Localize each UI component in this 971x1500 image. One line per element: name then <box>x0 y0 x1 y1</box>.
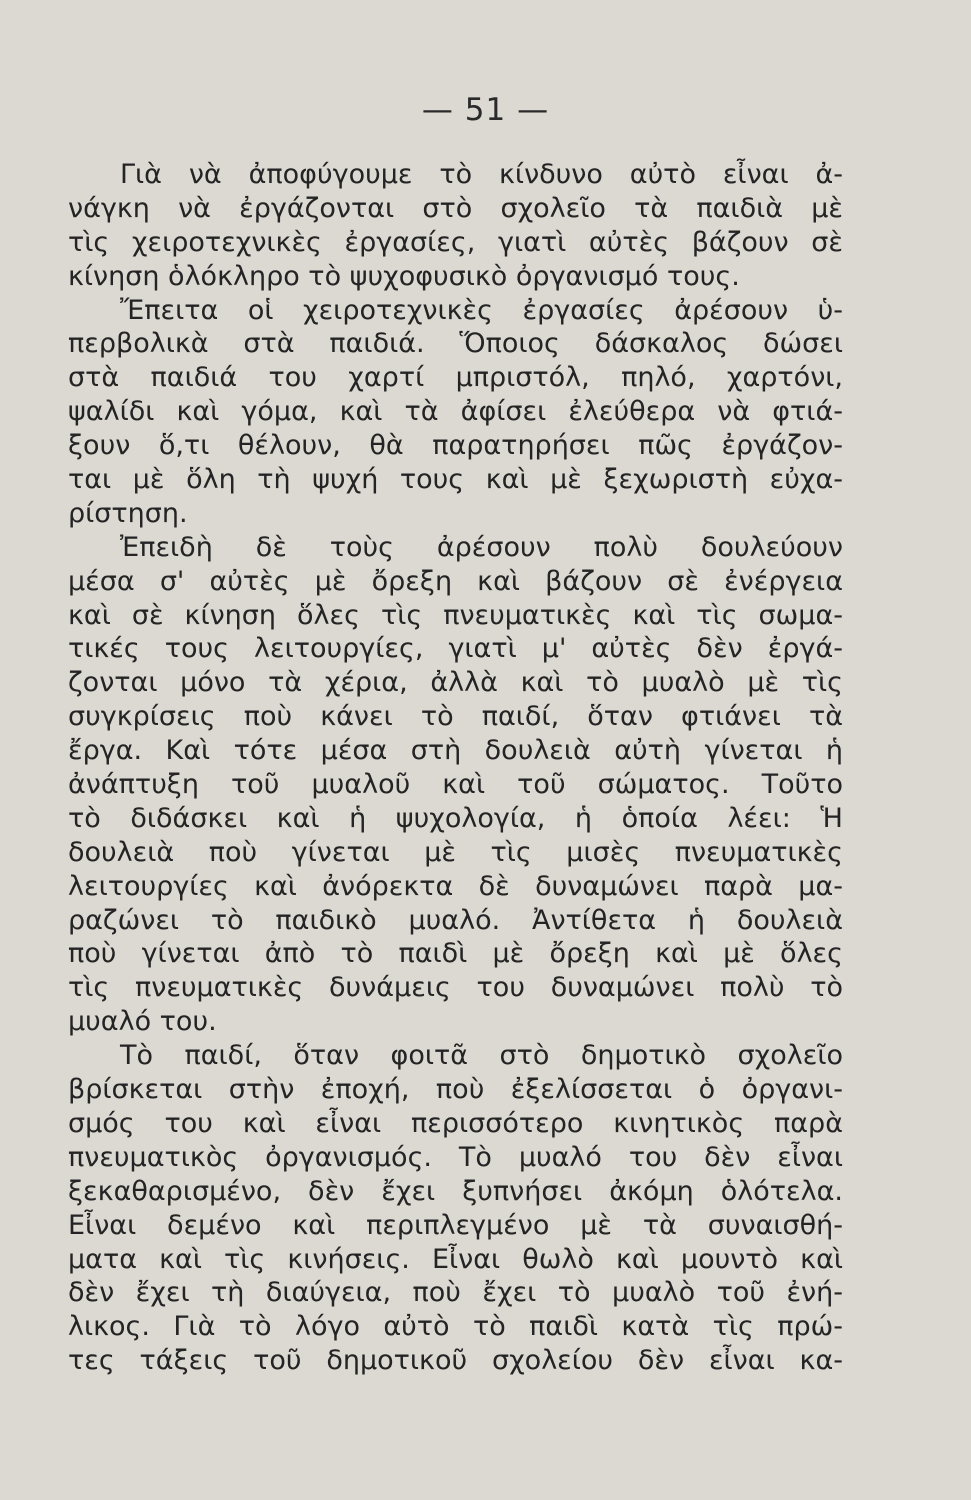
text-line: συγκρίσεις ποὺ κάνει τὸ παιδί, ὅταν φτιάνει τὰ <box>68 701 843 733</box>
paragraph <box>68 531 843 1039</box>
text-line: κίνηση ὁλόκληρο τὸ ψυχοφυσικὸ ὀργανισμό τους. <box>68 260 740 292</box>
text-line: Γιὰ νὰ ἀποφύγουμε τὸ κίνδυνο αὐτὸ εἶναι ἀ- <box>120 159 843 190</box>
text-line: ρίστηση. <box>68 497 188 529</box>
text-line: ραζώνει τὸ παιδικὸ μυαλό. Ἀντίθετα ἡ δουλειὰ <box>68 904 843 936</box>
text-line: ματα καὶ τὶς κινήσεις. Εἶναι θωλὸ καὶ μουντὸ καὶ <box>68 1243 843 1275</box>
text-line: σμός του καὶ εἶναι περισσότερο κινητικὸς παρὰ <box>68 1107 843 1139</box>
text-line: λικος. Γιὰ τὸ λόγο αὐτὸ τὸ παιδὶ κατὰ τὶς πρώ- <box>68 1311 843 1343</box>
text-line: μέσα σ' αὐτὲς μὲ ὄρεξη καὶ βάζουν σὲ ἐνέργεια <box>68 565 843 597</box>
text-line: Τὸ παιδί, ὅταν φοιτᾶ στὸ δημοτικὸ σχολεῖο <box>120 1040 843 1072</box>
text-line: τικές τους λειτουργίες, γιατὶ μ' αὐτὲς δὲν ἐργά- <box>68 633 843 665</box>
text-line: ἀνάπτυξη τοῦ μυαλοῦ καὶ τοῦ σώματος. Τοῦτο <box>68 769 843 801</box>
text-line: νάγκη νὰ ἐργάζονται στὸ σχολεῖο τὰ παιδιὰ μὲ <box>68 192 843 224</box>
text-line: καὶ σὲ κίνηση ὅλες τὶς πνευματικὲς καὶ τὶς σωμα- <box>68 599 843 631</box>
body-text <box>68 158 843 1378</box>
text-line: ξουν ὅ,τι θέλουν, θὰ παρατηρήσει πῶς ἐργάζον- <box>68 430 843 462</box>
text-line: ἔργα. Καὶ τότε μέσα στὴ δουλειὰ αὐτὴ γίνεται ἡ <box>68 735 843 767</box>
text-line: ποὺ γίνεται ἀπὸ τὸ παιδὶ μὲ ὄρεξη καὶ μὲ ὅλες <box>68 938 843 970</box>
text-line: ψαλίδι καὶ γόμα, καὶ τὰ ἀφίσει ἐλεύθερα νὰ φτιά- <box>68 396 843 428</box>
text-line: Ἔπειτα οἱ χειροτεχνικὲς ἐργασίες ἀρέσουν ὑ- <box>120 294 843 326</box>
text-line: δουλειὰ ποὺ γίνεται μὲ τὶς μισὲς πνευματικὲς <box>68 836 843 868</box>
text-line: ζονται μόνο τὰ χέρια, ἀλλὰ καὶ τὸ μυαλὸ μὲ τὶς <box>68 667 843 699</box>
paragraph <box>68 1039 843 1378</box>
text-line: ται μὲ ὅλη τὴ ψυχή τους καὶ μὲ ξεχωριστὴ εὐχα- <box>68 464 843 496</box>
text-line: περβολικὰ στὰ παιδιά. Ὅποιος δάσκαλος δώσει <box>68 328 843 360</box>
text-line: μυαλό του. <box>68 1006 217 1038</box>
text-line: δὲν ἔχει τὴ διαύγεια, ποὺ ἔχει τὸ μυαλὸ τοῦ ἐνή- <box>68 1277 843 1309</box>
text-line: τὸ διδάσκει καὶ ἡ ψυχολογία, ἡ ὁποία λέει: Ἡ <box>68 802 843 834</box>
paragraph <box>68 294 843 531</box>
text-line: τες τάξεις τοῦ δημοτικοῦ σχολείου δὲν εἶναι κα- <box>68 1345 843 1377</box>
text-line: ξεκαθαρισμένο, δὲν ἔχει ξυπνήσει ἀκόμη ὁλότελα. <box>68 1175 843 1207</box>
text-line: λειτουργίες καὶ ἀνόρεκτα δὲ δυναμώνει παρὰ μα- <box>68 870 843 902</box>
text-line: τὶς πνευματικὲς δυνάμεις του δυναμώνει πολὺ τὸ <box>68 972 843 1004</box>
text-line: Ἐπειδὴ δὲ τοὺς ἀρέσουν πολὺ δουλεύουν <box>120 531 843 563</box>
text-line: πνευματικὸς ὀργανισμός. Τὸ μυαλό του δὲν εἶναι <box>68 1141 843 1173</box>
text-line: βρίσκεται στὴν ἐποχή, ποὺ ἐξελίσσεται ὁ ὀργανι- <box>68 1074 843 1106</box>
paragraph <box>68 158 843 294</box>
text-line: Εἶναι δεμένο καὶ περιπλεγμένο μὲ τὰ συναισθή- <box>68 1209 843 1241</box>
text-line: στὰ παιδιά του χαρτί μπριστόλ, πηλό, χαρτόνι, <box>68 362 843 394</box>
page-number: — 51 — <box>421 92 550 128</box>
text-line: τὶς χειροτεχνικὲς ἐργασίες, γιατὶ αὐτὲς βάζουν σὲ <box>68 226 843 258</box>
